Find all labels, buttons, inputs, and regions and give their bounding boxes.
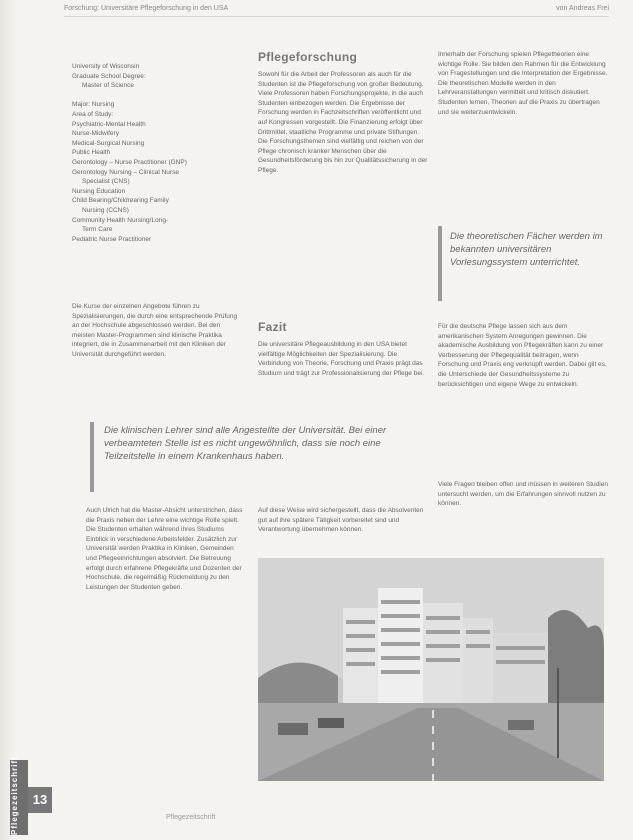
header-left: Forschung: Universitäre Pflegeforschung in den USA [64, 5, 229, 12]
list-item: Community Health Nursing/Long- [72, 216, 169, 224]
pull-quote-right-text: Die theoretischen Fächer werden im bekannten universitären Vorlesungssystem unterrichtet. [450, 231, 603, 268]
list-item: Specialist (CNS) [82, 178, 130, 186]
list-item: Nurse-Midwifery [72, 130, 119, 138]
list-item: Gerontology Nursing – Clinical Nurse [72, 168, 179, 176]
pull-quote-center [90, 422, 424, 492]
pull-quote-center-text: Die klinischen Lehrer sind alle Angestellte der Universität. Bei einer verbeamteten Stelle ist es nicht ungewöhnlich, dass sie noch eine Teilzeitstelle in einem Krankenhaus haben. [104, 425, 387, 462]
col3-paragraph-middle [438, 322, 608, 472]
col3-paragraph-top [438, 50, 608, 220]
page-edge-shadow [0, 0, 14, 840]
section-fazit-body [258, 340, 430, 398]
page-number: 13 [28, 787, 52, 813]
side-tab-label: Pflegezeitschrift [10, 760, 28, 835]
bottom-col1 [86, 506, 246, 746]
col3-text-middle: Für die deutsche Pflege lassen sich aus dem amerikanischen System Anregungen gewinnen. Die akademische Ausbildung von Pflegekräften kann zu einer Verbesserung der Pflegequalität beitragen, wenn Forschung und Praxis eng verknüpft werden. Dabei gilt es, die Unterschiede der Gesundheitssysteme zu berücksichtigen und eigene Wege zu entwickeln. [438, 323, 607, 388]
list-item: Child Bearing/Childrearing Family [72, 197, 169, 205]
footer [56, 812, 611, 826]
list-item: Psychiatric-Mental Health [72, 120, 146, 128]
running-header [64, 2, 609, 17]
list-item: Graduate School Degree: [72, 72, 146, 80]
list-item: Area of Study: [72, 110, 114, 118]
section-pflegeforschung-text: Sowohl für die Arbeit der Professoren als auch für die Studenten ist die Pflegeforschung von großer Bedeutung. Viele Professoren haben Forschungsprojekte, in die auch Studenten einbezogen werden. Die Ergebnisse der Forschung werden in Fachzeitschriften veröffentlicht und auf Kongressen vorgestellt. Die Finanzierung erfolgt über Drittmittel, staatliche Programme und private Stiftungen. Die Forschungsthemen sind vielfältig und reichen von der Pflege chronisch kranker Menschen über die Gesundheitsförderung bis hin zur Qualitätssicherung in der Pflege. [258, 71, 428, 174]
pull-quote-right [438, 226, 612, 301]
list-item [72, 91, 242, 101]
section-fazit-text: Die universitäre Pflegeausbildung in den USA bietet vielfältige Möglichkeiten der Spezialisierung. Die Verbindung von Theorie, Forschung und Praxis prägt das Studium und trägt zur Professionalisierung der Pflege bei. [258, 341, 425, 377]
col3-text-bottom: Viele Fragen bleiben offen und müssen in weiteren Studien untersucht werden, um die Erfahrungen sinnvoll nutzen zu können. [438, 481, 608, 508]
list-item: Term Care [82, 226, 113, 234]
col1-paragraph-text: Die Kurse der einzelnen Angebote führen zu Spezialisierungen, die durch eine entsprechende Prüfung an der Hochschule abgeschlossen werden. Bei den meisten Master-Programmen sind klinische Praktika integriert, die in Zusammenarbeit mit den Kliniken der Universität durchgeführt werden. [72, 303, 238, 358]
col1-paragraph [72, 302, 240, 372]
list-item: University of Wisconsin [72, 63, 140, 70]
list-item: Master of Science [82, 82, 135, 90]
list-item: Nursing Education [72, 187, 126, 195]
header-right: von Andreas Frei [556, 5, 609, 12]
col3-paragraph-bottom [438, 480, 608, 550]
list-item: Major: Nursing [72, 101, 115, 109]
col3-text-top: Innerhalb der Forschung spielen Pflegetheorien eine wichtige Rolle. Sie bilden den Rahmen für die Entwicklung von Fragestellungen und die Interpretation der Ergebnisse. Die theoretischen Modelle werden in den Lehrveranstaltungen vermittelt und kritisch diskutiert. Studenten lernen, Theorien auf die Praxis zu übertragen und sie weiterzuentwickeln. [438, 51, 608, 116]
section-heading-pflegeforschung: Pflegeforschung [258, 50, 358, 64]
bottom-col1-text: Auch Ulrich hat die Master-Absicht unterstrichen, dass die Praxis neben der Lehre eine wichtige Rolle spielt. Die Studenten erhalten während ihres Studiums Einblick in verschiedene Arbeitsfelder. Zusätzlich zur Universität werden Praktika in Kliniken, Gemeinden und Pflegeeinrichtungen absolviert. Die Betreuung erfolgt durch erfahrene Pflegekräfte und Dozenten der Hochschule, die regelmäßig Rückmeldung zu den Leistungen der Studenten geben. [86, 507, 243, 591]
list-item: Medical-Surgical Nursing [72, 139, 145, 147]
study-areas-list [72, 62, 242, 244]
bottom-col2-text: Auf diese Weise wird sichergestellt, dass die Absolventen gut auf ihre spätere Tätigkeit vorbereitet sind und Verantwortung übernehmen können. [258, 507, 424, 534]
section-pflegeforschung-body [258, 70, 430, 300]
footer-center: Pflegezeitschrift [166, 814, 216, 821]
section-heading-fazit: Fazit [258, 320, 287, 334]
list-item: Nursing (CCNS) [82, 206, 129, 214]
hospital-building-illustration [258, 558, 604, 781]
list-item: Gerontology – Nurse Practitioner (GNP) [72, 158, 187, 166]
list-item: Pediatric Nurse Practitioner [72, 235, 152, 243]
list-item: Public Health [72, 149, 111, 157]
bottom-col2 [258, 506, 430, 554]
hospital-building-photo [258, 558, 604, 781]
